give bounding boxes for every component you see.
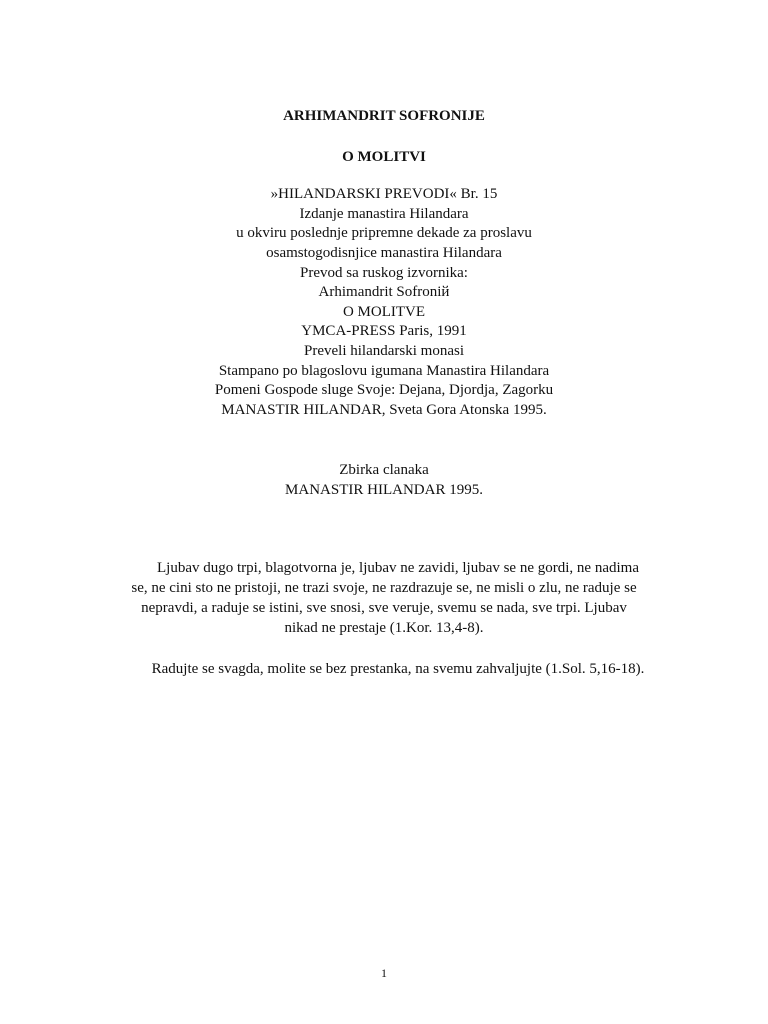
- epigraph-line: nikad ne prestaje (1.Kor. 13,4-8).: [284, 620, 484, 636]
- book-title: O MOLITVI: [342, 149, 426, 165]
- collection-publisher: MANASTIR HILANDAR 1995.: [285, 482, 483, 498]
- epigraph-line: Ljubav dugo trpi, blagotvorna je, ljubav ne zavidi, ljubav se ne gordi, ne nadima: [157, 560, 639, 576]
- second-epigraph: Radujte se svagda, molite se bez prestanka, na svemu zahvaljujte (1.Sol. 5,16-18).: [151, 661, 645, 677]
- imprint-line: Prevod sa ruskog izvornika:: [300, 264, 468, 281]
- imprint-line: Stampano po blagoslovu igumana Manastira Hilandara: [218, 362, 550, 379]
- imprint-line: Preveli hilandarski monasi: [304, 343, 464, 359]
- imprint-line: MANASTIR HILANDAR, Sveta Gora Atonska 1995.: [221, 401, 547, 418]
- epigraph-line: nepravdi, a raduje se istini, sve snosi, sve veruje, svemu se nada, sve trpi. Ljubav: [141, 600, 627, 616]
- imprint-block: [0, 185, 768, 421]
- imprint-line: Pomeni Gospode sluge Svoje: Dejana, Djordja, Zagorku: [214, 382, 554, 399]
- imprint-line: Arhimandrit Sofroniй: [318, 284, 450, 301]
- epigraph-line: se, ne cini sto ne pristoji, ne trazi svoje, ne razdrazuje se, ne misli o zlu, ne raduje se: [131, 580, 637, 596]
- imprint-line: Izdanje manastira Hilandara: [299, 205, 469, 222]
- imprint-line: u okviru poslednje pripremne dekade za proslavu: [236, 225, 532, 242]
- imprint-line: »HILANDARSKI PREVODI« Br. 15: [270, 186, 498, 202]
- imprint-line: YMCA-PRESS Paris, 1991: [301, 323, 467, 340]
- page-number: 1: [381, 966, 387, 980]
- collection-label: Zbirka clanaka: [339, 462, 429, 478]
- imprint-line: O MOLITVE: [342, 303, 426, 320]
- imprint-line: osamstogodisnjice manastira Hilandara: [266, 244, 502, 261]
- author-heading: ARHIMANDRIT SOFRONIJE: [283, 108, 485, 124]
